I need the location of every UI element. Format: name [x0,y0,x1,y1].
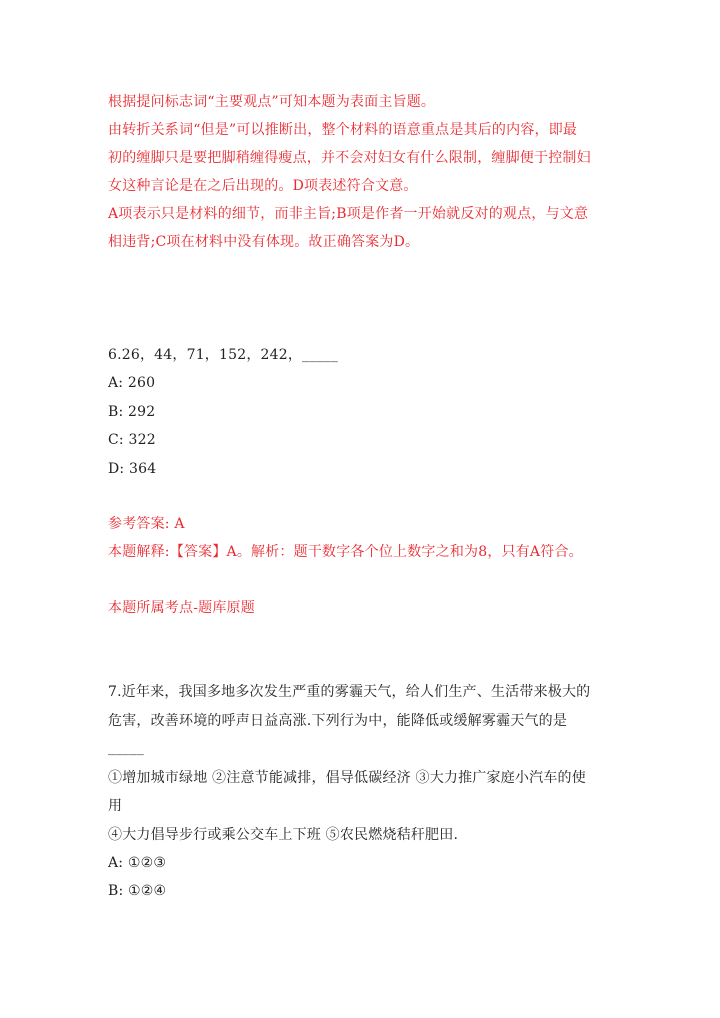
statement-line: ①增加城市绿地 ②注意节能减排，倡导低碳经济 ③大力推广家庭小汽车的使 [108,770,586,786]
analysis-line: 女这种言论是在之后出现的。D项表述符合文意。 [108,178,418,194]
analysis-line: 由转折关系词“但是”可以推断出，整个材料的语意重点是其后的内容，即最 [108,122,578,138]
question-stem: 6.26，44，71，152，242，_____ [108,347,339,363]
question-stem-line: 危害，改善环境的呼声日益高涨.下列行为中，能降低或缓解雾霾天气的是 [108,713,568,729]
option-b: B: ①②④ [108,883,167,899]
option-a: A: ①②③ [108,855,167,871]
statement-line: 用 [108,798,123,814]
analysis-line: A项表示只是材料的细节，而非主旨;B项是作者一开始就反对的观点，与文意 [108,206,589,222]
answer-blank: _____ [108,740,144,756]
analysis-line: 初的缠脚只是要把脚稍缠得瘦点，并不会对妇女有什么限制，缠脚便于控制妇 [108,150,591,166]
category-note: 本题所属考点-题库原题 [108,600,255,616]
option-d: D: 364 [108,461,157,477]
explanation: 本题解释:【答案】A。解析：题干数字各个位上数字之和为8，只有A符合。 [108,544,583,560]
analysis-line: 根据提问标志词“主要观点”可知本题为表面主旨题。 [108,94,436,110]
option-a: A: 260 [108,375,156,391]
statement-line: ④大力倡导步行或乘公交车上下班 ⑤农民燃烧秸秆肥田. [108,827,459,843]
analysis-line: 相违背;C项在材料中没有体现。故正确答案为D。 [108,234,420,250]
question-stem-line: 7.近年来，我国多地多次发生严重的雾霾天气，给人们生产、生活带来极大的 [108,684,591,700]
option-c: C: 322 [108,432,156,448]
reference-answer: 参考答案: A [108,516,185,532]
option-b: B: 292 [108,404,156,420]
